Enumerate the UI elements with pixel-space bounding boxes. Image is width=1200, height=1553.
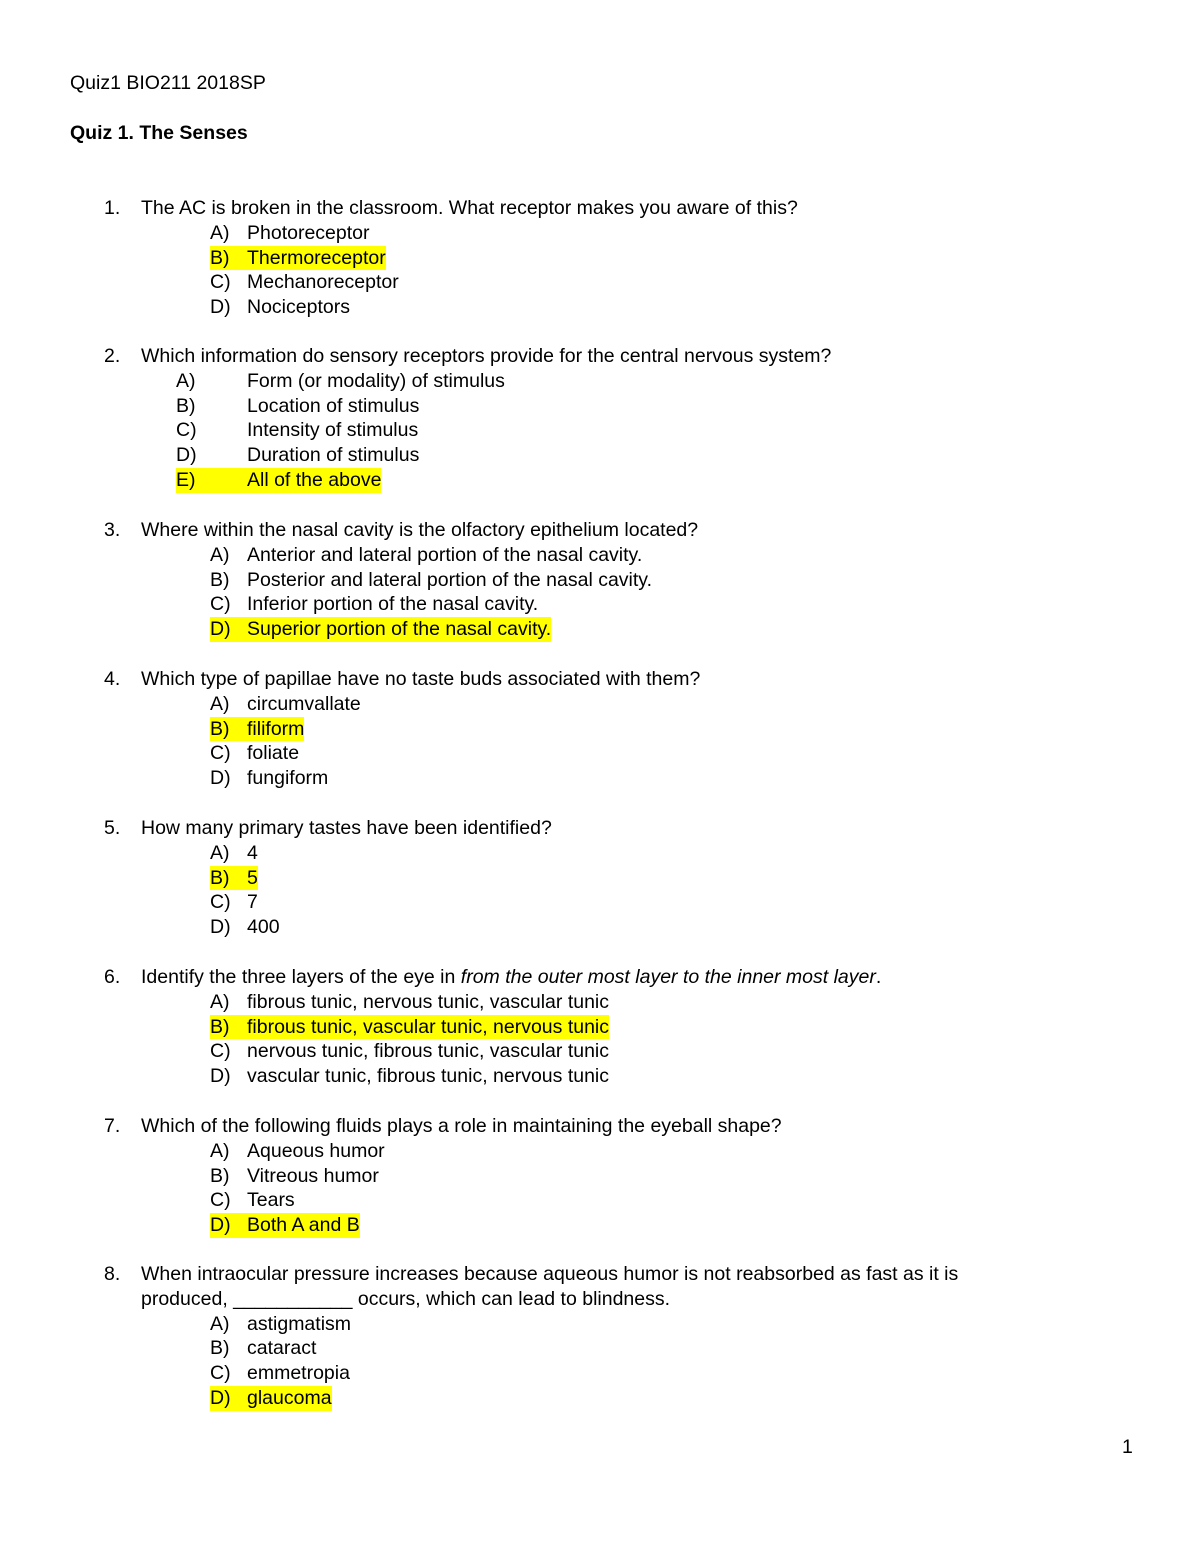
option-text: glaucoma [247, 1386, 332, 1409]
correct-answer-highlight [210, 866, 258, 891]
option-text: Mechanoreceptor [247, 271, 399, 294]
option-letter: C) [210, 593, 231, 616]
option-letter: D) [210, 1065, 231, 1088]
option-letter: B) [210, 717, 230, 740]
correct-answer-highlight [210, 1015, 609, 1040]
option-text: Posterior and lateral portion of the nasal cavity. [247, 568, 653, 591]
correct-answer-highlight [210, 1386, 332, 1411]
option-letter: B) [210, 866, 230, 889]
option-letter: C) [210, 1362, 231, 1385]
correct-answer-highlight [210, 1213, 360, 1238]
question-text-emphasis: from the outer most layer to the inner most layer [460, 966, 876, 988]
option-text: cataract [247, 1337, 317, 1360]
question-number: 7. [104, 1115, 121, 1137]
option-text: Inferior portion of the nasal cavity. [247, 593, 539, 616]
correct-answer-highlight [210, 246, 386, 271]
option-letter: A) [210, 841, 230, 864]
option-letter: C) [210, 271, 231, 294]
option-letter: C) [176, 419, 197, 442]
option-text: Form (or modality) of stimulus [247, 369, 505, 392]
option-letter: E) [176, 468, 196, 491]
option-text: Location of stimulus [247, 394, 420, 417]
option-text: 400 [247, 916, 280, 939]
option-text: fungiform [247, 767, 329, 790]
option-text: Tears [247, 1189, 295, 1212]
option-letter: C) [210, 742, 231, 765]
option-text: circumvallate [247, 692, 361, 715]
option-letter: A) [210, 990, 230, 1013]
option-text: filiform [247, 717, 305, 740]
question-number: 8. [104, 1263, 121, 1285]
question-number: 6. [104, 966, 121, 988]
option-letter: A) [210, 543, 230, 566]
option-letter: A) [210, 1312, 230, 1335]
option-text: 4 [247, 841, 258, 864]
option-letter: A) [210, 221, 230, 244]
page-number: 1 [1122, 1436, 1133, 1458]
option-letter: B) [210, 1015, 230, 1038]
option-letter: D) [210, 1386, 231, 1409]
question-text: The AC is broken in the classroom. What receptor makes you aware of this? [141, 197, 798, 219]
correct-answer-highlight [176, 468, 381, 493]
option-letter: D) [210, 296, 231, 319]
correct-answer-highlight [210, 617, 551, 642]
question-number: 1. [104, 197, 121, 219]
question-text: Which type of papillae have no taste buds associated with them? [141, 668, 701, 690]
option-letter: C) [210, 891, 231, 914]
option-letter: D) [210, 767, 231, 790]
option-letter: D) [210, 916, 231, 939]
question-text: How many primary tastes have been identified? [141, 817, 552, 839]
option-letter: C) [210, 1040, 231, 1063]
question-text: Which of the following fluids plays a role in maintaining the eyeball shape? [141, 1115, 782, 1137]
option-text: Aqueous humor [247, 1139, 385, 1162]
option-letter: D) [210, 618, 231, 641]
option-text: emmetropia [247, 1362, 350, 1385]
option-text: Intensity of stimulus [247, 419, 419, 442]
option-letter: B) [210, 568, 230, 591]
option-letter: B) [210, 1337, 230, 1360]
question-text: Which information do sensory receptors provide for the central nervous system? [141, 345, 832, 367]
option-text: vascular tunic, fibrous tunic, nervous tunic [247, 1065, 610, 1088]
option-letter: D) [210, 1214, 231, 1237]
option-text: Duration of stimulus [247, 444, 420, 467]
question-text-part: Identify the three layers of the eye in [141, 966, 461, 988]
option-text: astigmatism [247, 1312, 352, 1335]
question-text-line-2: produced, ___________ occurs, which can lead to blindness. [141, 1287, 671, 1310]
option-letter: A) [210, 692, 230, 715]
option-letter: D) [176, 444, 197, 467]
option-text: Superior portion of the nasal cavity. [247, 618, 552, 641]
option-text: foliate [247, 742, 300, 765]
option-text: Thermoreceptor [247, 246, 386, 269]
option-text: Nociceptors [247, 296, 350, 319]
option-letter: B) [176, 394, 196, 417]
question-text-line-1: When intraocular pressure increases because aqueous humor is not reabsorbed as fast as it is [141, 1263, 959, 1285]
option-text: fibrous tunic, nervous tunic, vascular tunic [247, 990, 610, 1013]
question-number: 4. [104, 668, 121, 690]
option-text: fibrous tunic, vascular tunic, nervous tunic [247, 1015, 610, 1038]
correct-answer-highlight [210, 717, 304, 742]
quiz-title: Quiz 1. The Senses [70, 122, 248, 144]
document-header: Quiz1 BIO211 2018SP [70, 72, 266, 94]
question-number: 2. [104, 345, 121, 367]
option-letter: B) [210, 1164, 230, 1187]
option-text: All of the above [247, 468, 382, 491]
option-text: Both A and B [247, 1214, 360, 1237]
option-letter: A) [210, 1139, 230, 1162]
option-text: Anterior and lateral portion of the nasal cavity. [247, 543, 643, 566]
option-text: 7 [247, 891, 258, 914]
option-letter: B) [210, 246, 230, 269]
question-number: 5. [104, 817, 121, 839]
option-letter: A) [176, 369, 196, 392]
question-number: 3. [104, 519, 121, 541]
option-letter: C) [210, 1189, 231, 1212]
option-text: 5 [247, 866, 258, 889]
option-text: Photoreceptor [247, 221, 370, 244]
question-text: Where within the nasal cavity is the olfactory epithelium located? [141, 519, 699, 541]
question-text-part: . [875, 966, 882, 988]
question-text [141, 965, 1081, 990]
option-text: nervous tunic, fibrous tunic, vascular tunic [247, 1040, 610, 1063]
option-text: Vitreous humor [247, 1164, 379, 1187]
